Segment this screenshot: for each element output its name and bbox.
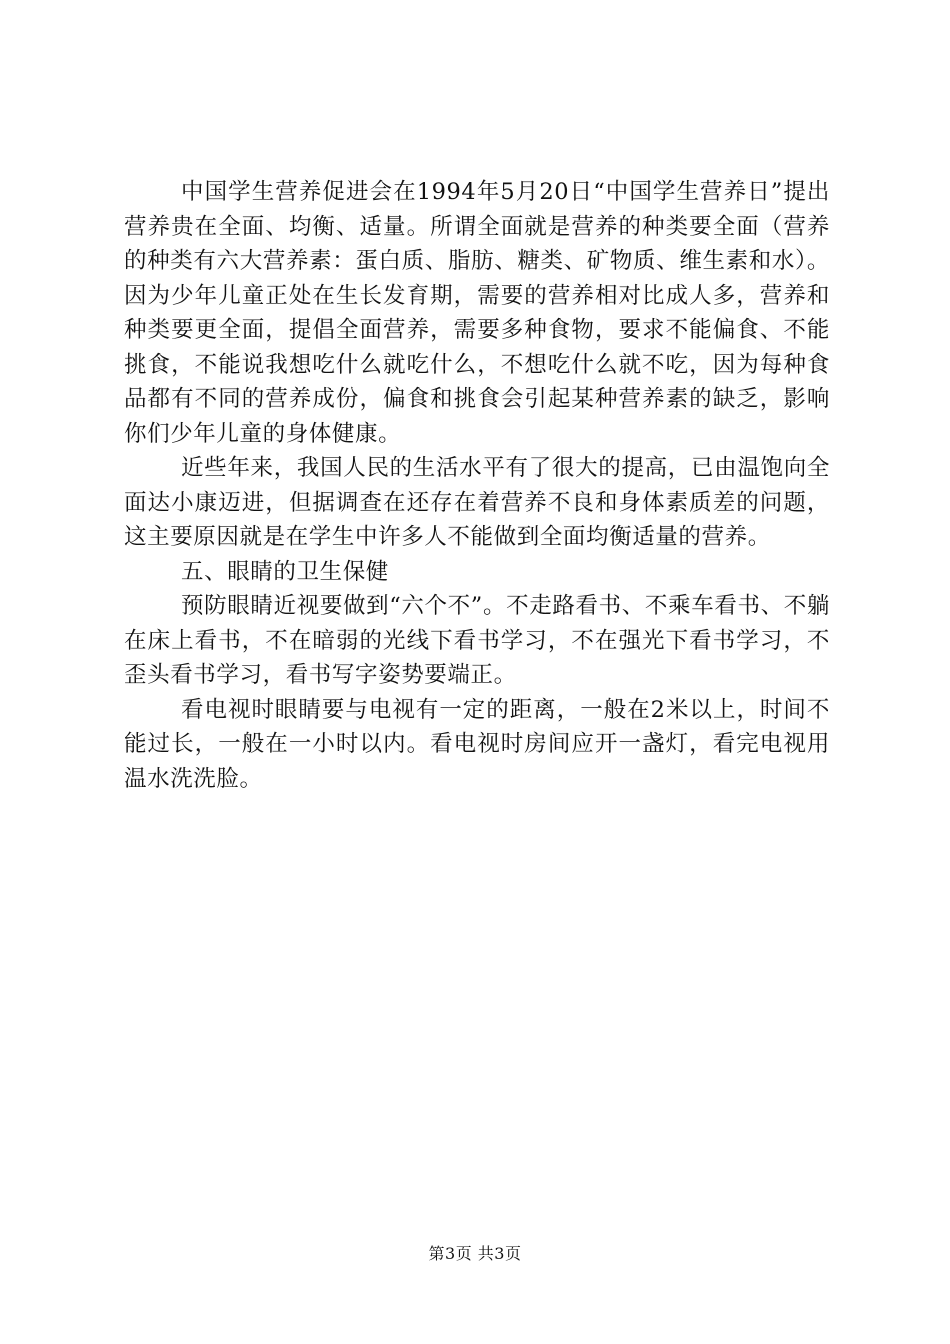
paragraph-tv-viewing: 看电视时眼睛要与电视有一定的距离，一般在2米以上，时间不能过长，一般在一小时以内。看电视时房间应开一盏灯，看完电视用温水洗洗脸。 <box>124 696 830 792</box>
paragraph-nutrition-principles: 中国学生营养促进会在1994年5月20日“中国学生营养日”提出营养贵在全面、均衡、适量。所谓全面就是营养的种类要全面（营养的种类有六大营养素：蛋白质、脂肪、糖类、矿物质、维生素和水）。因为少年儿童正处在生长发育期，需要的营养相对比成人多，营养和种类要更全面，提倡全面营养，需要多种食物，要求不能偏食、不能挑食，不能说我想吃什么就吃什么，不想吃什么就不吃，因为每种食品都有不同的营养成份，偏食和挑食会引起某种营养素的缺乏，影响你们少年儿童的身体健康。 <box>124 179 830 447</box>
document-body <box>124 175 830 796</box>
page-number-footer: 第3页 共3页 <box>428 1244 522 1263</box>
section-heading-eye-care: 五、眼睛的卫生保健 <box>181 558 389 585</box>
paragraph-living-standards: 近些年来，我国人民的生活水平有了很大的提高，已由温饱向全面达小康迈进，但据调查在还存在着营养不良和身体素质差的问题，这主要原因就是在学生中许多人不能做到全面均衡适量的营养。 <box>124 455 830 550</box>
paragraph-myopia-prevention: 预防眼睛近视要做到“六个不”。不走路看书、不乘车看书、不躺在床上看书，不在暗弱的光线下看书学习，不在强光下看书学习，不歪头看书学习，看书写字姿势要端正。 <box>124 593 830 688</box>
